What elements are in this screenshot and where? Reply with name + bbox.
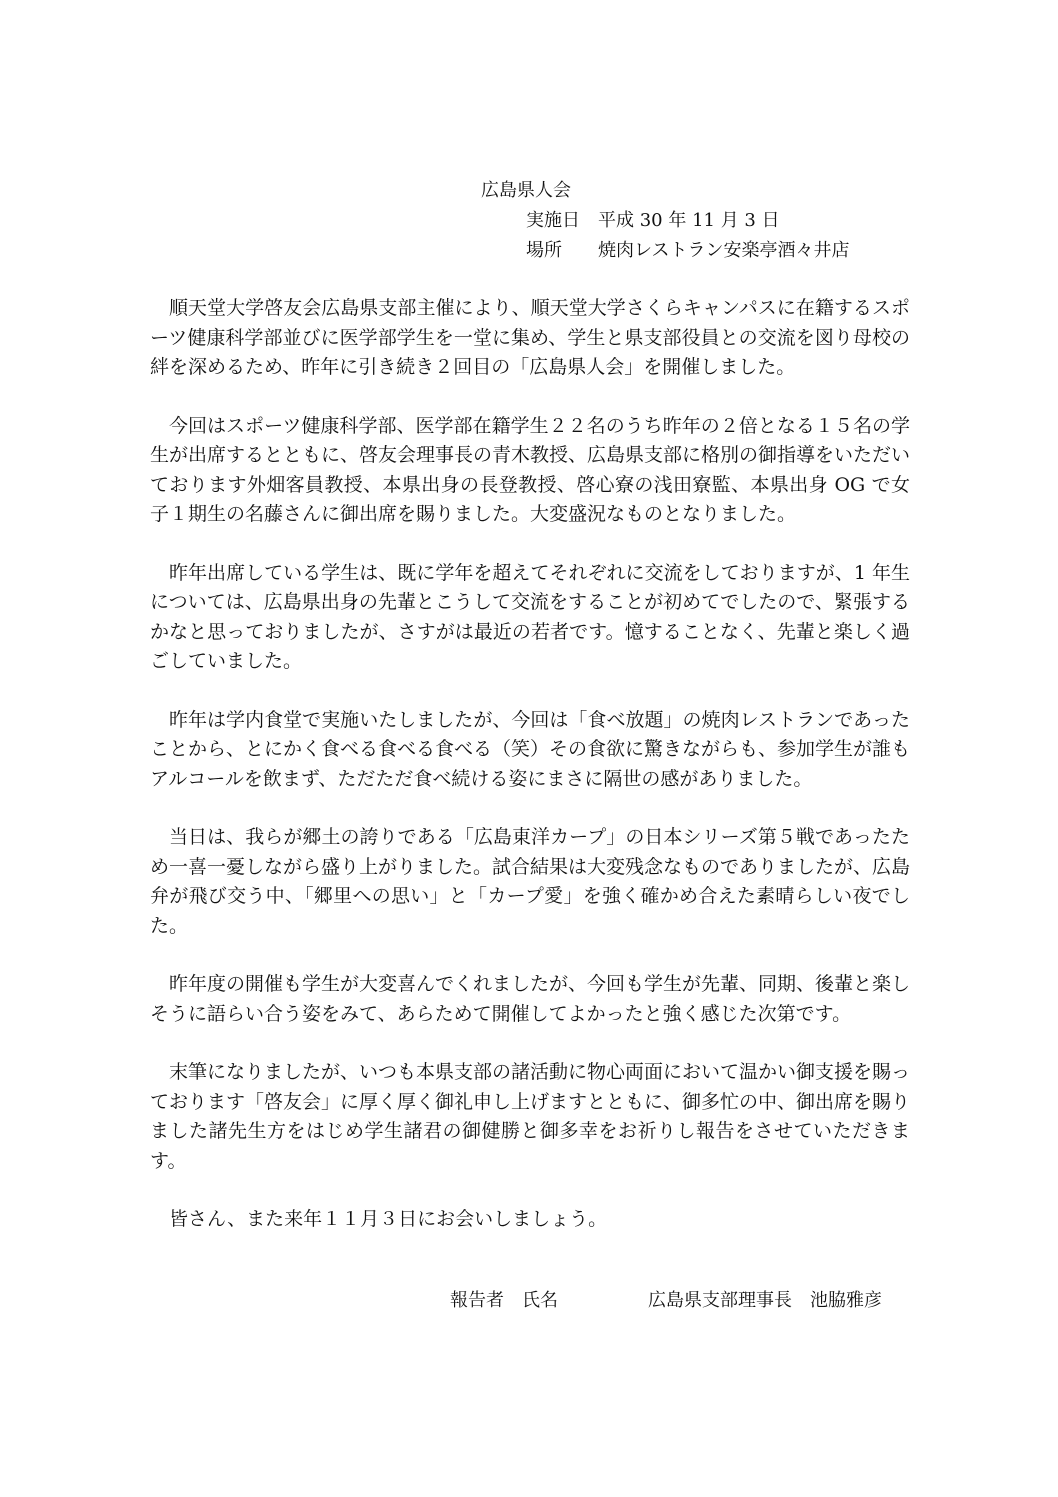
document-title: 広島県人会 [481,180,571,201]
paragraph-7: 末筆になりましたが、いつも本県支部の諸活動に物心両面において温かい御支援を賜っております「啓友会」に厚く厚く御礼申し上げますとともに、御多忙の中、御出席を賜りました諸先生方をはじめ学生諸君の御健勝と御多幸をお祈りし報告をさせていただきます。 [150,1061,911,1172]
place-label: 場所 [526,240,562,261]
place-value: 焼肉レストラン安楽亭酒々井店 [598,240,850,261]
report-body [150,294,910,1264]
paragraph-1: 順天堂大学啓友会広島県支部主催により、順天堂大学さくらキャンパスに在籍するスポーツ健康科学部並びに医学部学生を一堂に集め、学生と県支部役員との交流を図り母校の絆を深めるため、昨年に引き続き２回目の「広島県人会」を開催しました。 [150,297,910,378]
date-row [526,210,780,232]
paragraph-5: 当日は、我らが郷土の誇りである「広島東洋カープ」の日本シリーズ第５戦であったため一喜一憂しながら盛り上がりました。試合結果は大変残念なものでありましたが、広島弁が飛び交う中、「郷里への思い」と「カープ愛」を強く確かめ合えた素晴らしい夜でした。 [150,826,911,937]
date-label: 実施日 [526,210,580,231]
paragraph-6: 昨年度の開催も学生が大変喜んでくれましたが、今回も学生が先輩、同期、後輩と楽しそうに語らい合う姿をみて、あらためて開催してよかったと強く感じた次第です。 [150,973,911,1025]
reporter-label: 報告者 氏名 [450,1290,558,1311]
date-value: 平成 30 年 11 月 3 日 [598,210,780,231]
paragraph-2: 今回はスポーツ健康科学部、医学部在籍学生２２名のうち昨年の２倍となる１５名の学生が出席するとともに、啓友会理事長の青木教授、広島県支部に格別の御指導をいただいております外畑客員教授、本県出身の長登教授、啓心寮の浅田寮監、本県出身 OG で女子１期生の名藤さんに御出席を賜りました。大変盛況なものとなりました。 [150,414,911,525]
reporter-name: 広島県支部理事長 池脇雅彦 [648,1290,882,1311]
paragraph-3: 昨年出席している学生は、既に学年を超えてそれぞれに交流をしておりますが、1 年生については、広島県出身の先輩とこうして交流をすることが初めてでしたので、緊張するかなと思っておりましたが、さすがは最近の若者です。憶することなく、先輩と楽しく過ごしていました。 [150,561,910,672]
paragraph-8: 皆さん、また来年１１月３日にお会いしましょう。 [169,1208,608,1230]
paragraph-4: 昨年は学内食堂で実施いたしましたが、今回は「食べ放題」の焼肉レストランであったことから、とにかく食べる食べる食べる（笑）その食欲に驚きながらも、参加学生が誰もアルコールを飲まず、ただただ食べ続ける姿にまさに隔世の感がありました。 [150,708,911,790]
place-row [526,240,849,262]
